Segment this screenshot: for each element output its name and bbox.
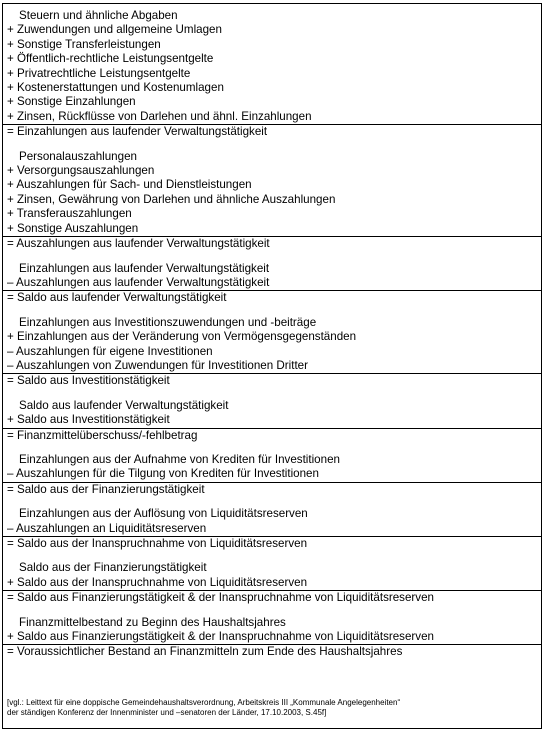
group-total-line: = Einzahlungen aus laufender Verwaltungstätigkeit [3, 124, 541, 139]
schema-group [3, 262, 541, 306]
group-total-line: = Voraussichtlicher Bestand an Finanzmitteln zum Ende des Haushaltsjahres [3, 644, 541, 659]
group-start-line: Finanzmittelbestand zu Beginn des Haushaltsjahres [19, 615, 286, 629]
schema-group [3, 9, 541, 140]
group-line: – Auszahlungen für die Tilgung von Krediten für Investitionen [7, 467, 319, 481]
group-line: + Saldo aus der Inanspruchnahme von Liquiditätsreserven [7, 575, 308, 589]
group-line: – Auszahlungen aus laufender Verwaltungstätigkeit [7, 275, 270, 289]
group-line: + Zinsen, Rückflüsse von Darlehen und ähnl. Einzahlungen [7, 109, 312, 123]
group-line: + Privatrechtliche Leistungsentgelte [7, 66, 191, 80]
schema-groups [3, 9, 541, 660]
group-line: + Versorgungsauszahlungen [7, 164, 155, 178]
footnote-line-2: der ständigen Konferenz der Innenminister und –senatoren der Länder, 17.10.2003, S.45f] [7, 708, 327, 717]
group-total-line: = Saldo aus Finanzierungstätigkeit & der Inanspruchnahme von Liquiditätsreserven [3, 590, 541, 605]
group-line: + Öffentlich-rechtliche Leistungsentgelte [7, 52, 214, 66]
group-line: + Saldo aus Investitionstätigkeit [7, 413, 170, 427]
group-total-line: = Saldo aus der Finanzierungstätigkeit [3, 482, 541, 497]
group-start-line: Einzahlungen aus Investitionszuwendungen und -beiträge [19, 315, 317, 329]
group-line: + Saldo aus Finanzierungstätigkeit & der Inanspruchnahme von Liquiditätsreserven [7, 630, 434, 644]
group-total-line: = Finanzmittelüberschuss/-fehlbetrag [3, 428, 541, 443]
group-start-line: Steuern und ähnliche Abgaben [19, 9, 178, 22]
group-line: + Sonstige Transferleistungen [7, 37, 161, 51]
group-line: + Transferauszahlungen [7, 207, 132, 221]
group-line: + Sonstige Einzahlungen [7, 95, 136, 109]
footnote [7, 698, 539, 718]
group-start-line: Personalauszahlungen [19, 149, 137, 163]
group-start-line: Einzahlungen aus der Aufnahme von Krediten für Investitionen [19, 452, 340, 466]
group-line: + Einzahlungen aus der Veränderung von Vermögensgegenständen [7, 330, 357, 344]
group-line: + Sonstige Auszahlungen [7, 221, 139, 235]
schema-group [3, 399, 541, 443]
schema-group [3, 561, 541, 605]
group-line: + Kostenerstattungen und Kostenumlagen [7, 81, 224, 95]
group-total-line: = Saldo aus der Inanspruchnahme von Liquiditätsreserven [3, 536, 541, 551]
group-line: + Auszahlungen für Sach- und Dienstleistungen [7, 178, 252, 192]
schema-group [3, 616, 541, 660]
schema-group [3, 507, 541, 551]
schema-group [3, 150, 541, 252]
finanzplan-schema [2, 3, 542, 729]
group-line: – Auszahlungen von Zuwendungen für Investitionen Dritter [7, 358, 308, 372]
group-start-line: Saldo aus der Finanzierungstätigkeit [19, 561, 207, 575]
group-total-line: = Saldo aus laufender Verwaltungstätigkeit [3, 290, 541, 305]
group-start-line: Saldo aus laufender Verwaltungstätigkeit [19, 398, 229, 412]
footnote-line-1: [vgl.: Leittext für eine doppische Gemeindehaushaltsverordnung, Arbeitskreis III „Kommunale Angelegenheiten“ [7, 698, 401, 707]
group-line: – Auszahlungen für eigene Investitionen [7, 344, 213, 358]
group-line: + Zinsen, Gewährung von Darlehen und ähnliche Auszahlungen [7, 192, 336, 206]
group-total-line: = Auszahlungen aus laufender Verwaltungstätigkeit [3, 236, 541, 251]
schema-group [3, 453, 541, 497]
group-line: – Auszahlungen an Liquiditätsreserven [7, 521, 207, 535]
group-start-line: Einzahlungen aus laufender Verwaltungstätigkeit [19, 261, 270, 275]
group-total-line: = Saldo aus Investitionstätigkeit [3, 373, 541, 388]
schema-group [3, 316, 541, 389]
group-line: + Zuwendungen und allgemeine Umlagen [7, 23, 222, 37]
group-start-line: Einzahlungen aus der Auflösung von Liquiditätsreserven [19, 507, 308, 521]
